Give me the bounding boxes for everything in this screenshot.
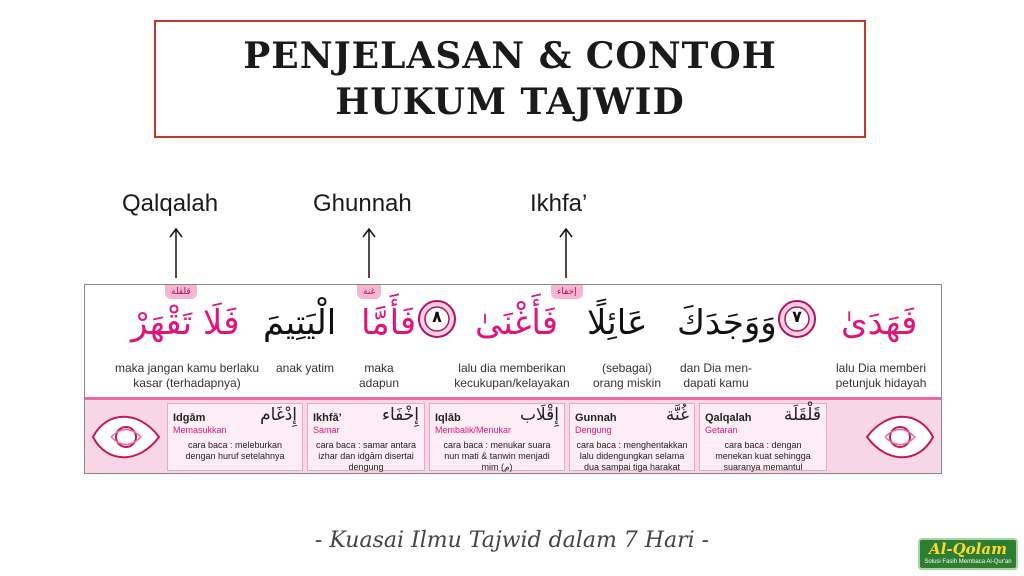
- tajwid-tag-qalqalah: قلقلة: [165, 285, 197, 299]
- legend-iqlab: [429, 403, 565, 471]
- legend-subtitle: Getaran: [705, 425, 738, 435]
- word-meaning: anak yatim: [275, 361, 335, 375]
- tajwid-tag-ghunnah: غنة: [357, 285, 381, 299]
- word-meaning: lalu dia memberikan kecukupan/kelayakan: [454, 361, 570, 390]
- up-arrow-icon: [166, 226, 186, 278]
- legend-name: Qalqalah: [705, 412, 752, 424]
- legend-rule: cara baca : samar antara izhar dan idgām disertai dengung: [315, 440, 417, 472]
- up-arrow-icon: [556, 226, 576, 278]
- legend-qalqalah: [699, 403, 827, 471]
- legend-subtitle: Memasukkan: [173, 425, 227, 435]
- legend-arabic: قَلْقَلَة: [783, 405, 821, 425]
- ayah-number: ٧: [792, 307, 802, 326]
- tajwid-legend: [85, 397, 941, 473]
- title-box: [154, 20, 866, 138]
- legend-arabic: إِدْغَام: [260, 405, 297, 425]
- arabic-word: الْيَتِيمَ: [263, 303, 337, 343]
- logo-name: Al-Qolam: [929, 540, 1007, 558]
- title-line-1: PENJELASAN & CONTOH: [243, 35, 777, 77]
- legend-rule: cara baca : menghentakkan lalu didengungkan selama dua sampai tiga harakat: [576, 440, 688, 472]
- callout-ikhfa: Ikhfa’: [530, 190, 588, 217]
- mushaf-strip: [84, 284, 942, 474]
- footer-tagline: - Kuasai Ilmu Tajwid dalam 7 Hari -: [314, 528, 710, 553]
- title-line-2: HUKUM TAJWID: [335, 81, 685, 123]
- legend-name: Ikhfā’: [313, 412, 342, 424]
- arabic-word: فَأَمَّا: [361, 303, 417, 343]
- verse-row: [85, 285, 941, 397]
- arabic-word: فَهَدَىٰ: [841, 303, 918, 343]
- logo-tagline: Solusi Fasih Membaca Al-Qur'an: [924, 559, 1012, 565]
- legend-gunnah: [569, 403, 695, 471]
- callout-qalqalah: Qalqalah: [122, 190, 219, 217]
- legend-subtitle: Membalik/Menukar: [435, 425, 512, 435]
- legend-rule: cara baca : dengan menekan kuat sehingga suaranya memantul: [715, 440, 811, 472]
- legend-rule: cara baca : meleburkan dengan huruf setelahnya: [185, 440, 285, 461]
- legend-idgam: [167, 403, 303, 471]
- arabic-word: وَوَجَدَكَ: [677, 303, 777, 343]
- legend-subtitle: Dengung: [575, 425, 612, 435]
- arabic-word: فَلَا تَقْهَرْ: [131, 303, 240, 343]
- legend-name: Iqlāb: [435, 412, 461, 424]
- legend-name: Gunnah: [575, 412, 617, 424]
- arabic-word: عَائِلًا: [587, 303, 648, 343]
- word-meaning: maka jangan kamu berlaku kasar (terhadapnya): [114, 361, 260, 390]
- word-meaning: maka adapun: [358, 361, 400, 390]
- floral-ornament-icon: [87, 404, 165, 470]
- arabic-word: فَأَغْنَىٰ: [475, 303, 558, 343]
- floral-ornament-icon: [861, 404, 939, 470]
- legend-ikhfa: [307, 403, 425, 471]
- word-meaning: dan Dia men-dapati kamu: [679, 361, 753, 390]
- legend-arabic: إِقْلَاب: [520, 405, 559, 425]
- up-arrow-icon: [359, 226, 379, 278]
- tajwid-tag-ikhfa: إخفاء: [551, 285, 583, 299]
- legend-arabic: غُنَّة: [665, 405, 689, 425]
- ayah-number: ٨: [432, 307, 442, 326]
- al-qolam-logo: [918, 538, 1018, 570]
- legend-arabic: إِخْفَاء: [381, 405, 419, 425]
- word-meaning: lalu Dia memberi petunjuk hidayah: [835, 361, 927, 390]
- legend-subtitle: Samar: [313, 425, 340, 435]
- legend-name: Idgām: [173, 412, 206, 424]
- legend-rule: cara baca : menukar suara nun mati & tanwin menjadi mim (م): [443, 440, 551, 472]
- word-meaning: (sebagai) orang miskin: [592, 361, 662, 390]
- callout-ghunnah: Ghunnah: [313, 190, 412, 217]
